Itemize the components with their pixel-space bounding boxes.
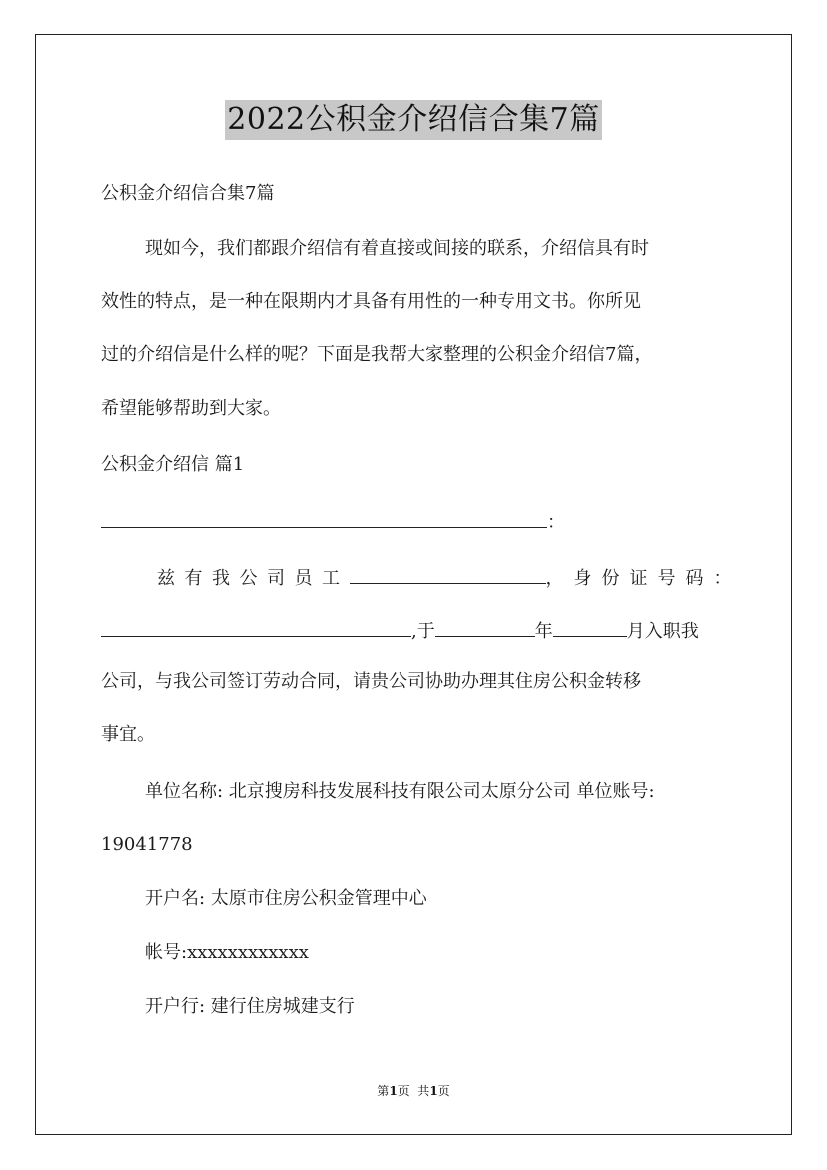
unit-account: 19041778 xyxy=(101,834,193,855)
footer-page-total: 1 xyxy=(429,1084,438,1098)
footer-page-suffix: 页 xyxy=(437,1084,450,1098)
body-line-3: 公司，与我公司签订劳动合同，请贵公司协助办理其住房公积金转移 xyxy=(101,671,641,692)
year-label: 年 xyxy=(534,621,553,642)
id-number-label: ，身份证号码： xyxy=(545,568,742,589)
body-line-4: 事宜。 xyxy=(101,724,155,745)
document-title: 2022公积金介绍信合集7篇 xyxy=(225,100,601,140)
footer-page-prefix: 第 xyxy=(377,1084,390,1098)
recipient-blank xyxy=(101,507,547,528)
intro-line-2: 效性的特点，是一种在限期内才具备有用性的一种专用文书。你所见 xyxy=(101,291,641,312)
intro-line-4: 希望能够帮助到大家。 xyxy=(101,398,281,419)
id-number-blank xyxy=(101,616,411,637)
document-subtitle: 公积金介绍信合集7篇 xyxy=(101,183,275,204)
intro-line-1: 现如今，我们都跟介绍信有着直接或间接的联系，介绍信具有时 xyxy=(145,238,649,259)
month-suffix: 月入职我 xyxy=(626,621,699,642)
section-heading: 公积金介绍信 篇1 xyxy=(101,454,245,475)
account-number: 帐号:xxxxxxxxxxxx xyxy=(145,942,309,963)
account-holder: 开户名: 太原市住房公积金管理中心 xyxy=(145,888,427,909)
body-line-2 xyxy=(101,616,729,645)
intro-line-3: 过的介绍信是什么样的呢？下面是我帮大家整理的公积金介绍信7篇， xyxy=(101,344,653,365)
footer-page-current: 1 xyxy=(389,1084,398,1098)
salutation-colon: ： xyxy=(547,512,565,533)
hire-date-prefix: ,于 xyxy=(411,621,435,642)
unit-name-line: 单位名称: 北京搜房科技发展科技有限公司太原分公司 单位账号: xyxy=(145,781,655,802)
footer-page-mid: 页 共 xyxy=(397,1084,430,1098)
bank-branch: 开户行: 建行住房城建支行 xyxy=(145,996,355,1017)
salutation-line xyxy=(101,507,729,536)
month-blank xyxy=(553,616,627,637)
year-blank xyxy=(435,616,535,637)
employee-name-blank xyxy=(350,563,546,584)
page-footer xyxy=(0,1083,827,1099)
title-wrap xyxy=(0,100,827,140)
body-line-1 xyxy=(157,563,742,592)
employee-prefix: 兹有我公司员工 xyxy=(157,568,350,589)
